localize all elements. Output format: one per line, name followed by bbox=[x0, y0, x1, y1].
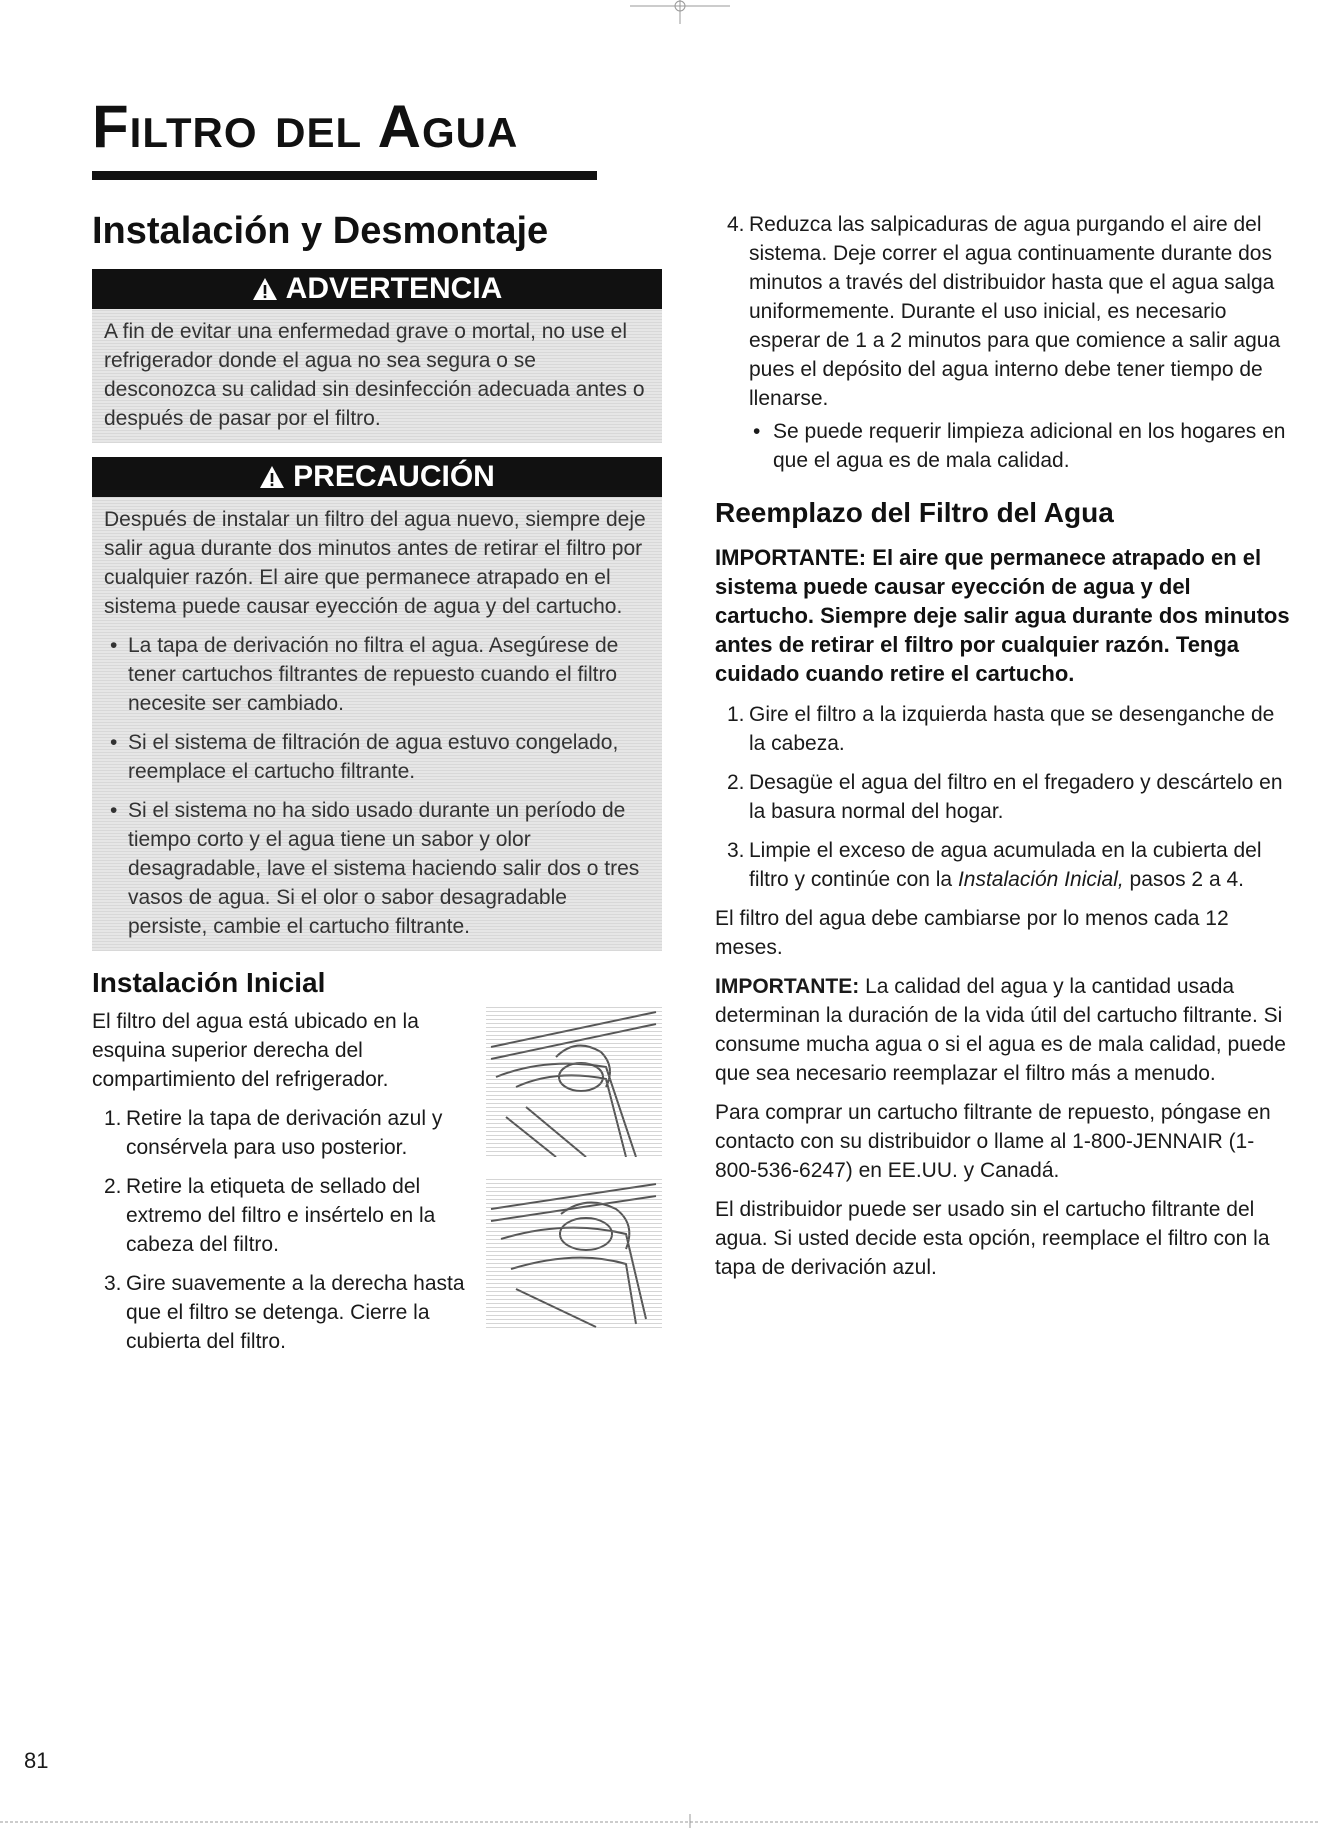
step-item bbox=[92, 1104, 472, 1162]
warning-body bbox=[92, 309, 662, 443]
filter-removal-illustration bbox=[486, 1007, 662, 1157]
change-interval-text: El filtro del agua debe cambiarse por lo menos cada 12 meses. bbox=[715, 907, 1229, 959]
page-number: 81 bbox=[24, 1748, 49, 1773]
crop-mark-bottom bbox=[0, 1814, 1318, 1828]
step-text-end: pasos 2 a 4. bbox=[1123, 868, 1244, 891]
step-text: Retire la tapa de derivación azul y consérvela para uso posterior. bbox=[126, 1107, 443, 1159]
caution-box bbox=[92, 457, 662, 951]
important-label: IMPORTANTE: bbox=[715, 975, 860, 998]
step-number: 2. bbox=[727, 771, 745, 794]
illustrations bbox=[486, 1007, 662, 1366]
purchase-text: Para comprar un cartucho filtrante de repuesto, póngase en contacto con su distribuidor o llame al 1-800-JENNAIR (1-800-536-6247) en EE.UU. y Canadá. bbox=[715, 1101, 1271, 1182]
step-number: 3. bbox=[104, 1272, 122, 1295]
step-item bbox=[92, 1269, 472, 1356]
warning-bar bbox=[92, 269, 662, 309]
right-column bbox=[715, 210, 1290, 1292]
filter-insert-illustration bbox=[486, 1179, 662, 1329]
caution-list bbox=[104, 631, 650, 941]
left-column bbox=[92, 210, 662, 1366]
important-note-2 bbox=[715, 972, 1290, 1088]
initial-install-heading: Instalación Inicial bbox=[92, 967, 326, 998]
caution-label: PRECAUCIÓN bbox=[293, 460, 495, 493]
step-text: Gire el filtro a la izquierda hasta que se desenganche de la cabeza. bbox=[749, 703, 1275, 755]
step-number: 4. bbox=[727, 213, 745, 236]
step-item bbox=[715, 210, 1290, 413]
title-rule bbox=[92, 171, 597, 180]
initial-install-text bbox=[92, 1007, 472, 1366]
important-text: La calidad del agua y la cantidad usada determinan la duración de la vida útil del cartucho filtrante. Si consume mucha agua o si el agua es de mala calidad, puede que sea necesario reemplazar el filtro más a menudo. bbox=[715, 975, 1286, 1085]
step-number: 3. bbox=[727, 839, 745, 862]
warning-text: A fin de evitar una enfermedad grave o mortal, no use el refrigerador donde el agua no sea segura o se desconozca su calidad sin desinfección adecuada antes o después de pasar por el filtro. bbox=[104, 320, 645, 430]
step-text: Reduzca las salpicaduras de agua purgando el aire del sistema. Deje correr el agua continuamente durante dos minutos a través del distribuidor hasta que el agua salga uniformemente. Durante el uso inicial, es necesario esperar de 1 a 2 minutos para que comience a salir agua pues el depósito del agua interno debe tener tiempo de llenarse. bbox=[749, 213, 1281, 410]
caution-item: • Si el sistema de filtración de agua estuvo congelado, reemplace el cartucho filtrante. bbox=[104, 728, 650, 786]
step-text: Desagüe el agua del filtro en el fregadero y descártelo en la basura normal del hogar. bbox=[749, 771, 1283, 823]
step-number: 2. bbox=[104, 1175, 122, 1198]
initial-steps bbox=[92, 1104, 472, 1356]
step4-bullets bbox=[715, 417, 1290, 475]
caution-item: • Si el sistema no ha sido usado durante un período de tiempo corto y el agua tiene un sabor y olor desagradable, lave el sistema haciendo salir dos o tres vasos de agua. Si el olor o sabor desagradable persiste, cambie el cartucho filtrante. bbox=[104, 796, 650, 941]
initial-steps-continued bbox=[715, 210, 1290, 413]
bullet-item: • Se puede requerir limpieza adicional en los hogares en que el agua es de mala calidad. bbox=[715, 417, 1290, 475]
step-number: 1. bbox=[727, 703, 745, 726]
crop-mark-top bbox=[620, 0, 740, 24]
page-title: Filtro del Agua bbox=[92, 93, 519, 160]
caution-item: • La tapa de derivación no filtra el agua. Asegúrese de tener cartuchos filtrantes de repuesto cuando el filtro necesite ser cambiado. bbox=[104, 631, 650, 718]
section-heading: Instalación y Desmontaje bbox=[92, 210, 549, 252]
bypass-text: El distribuidor puede ser usado sin el cartucho filtrante del agua. Si usted decide esta opción, reemplace el filtro con la tapa de derivación azul. bbox=[715, 1198, 1270, 1279]
step-text: Gire suavemente a la derecha hasta que el filtro se detenga. Cierre la cubierta del filtro. bbox=[126, 1272, 465, 1353]
replace-heading: Reemplazo del Filtro del Agua bbox=[715, 497, 1114, 528]
initial-intro: El filtro del agua está ubicado en la esquina superior derecha del compartimiento del refrigerador. bbox=[92, 1010, 419, 1091]
important-note bbox=[715, 543, 1290, 688]
caution-bar bbox=[92, 457, 662, 497]
step-text-italic: Instalación Inicial, bbox=[957, 868, 1124, 891]
step-item bbox=[715, 768, 1290, 826]
replace-steps bbox=[715, 700, 1290, 894]
initial-install-section bbox=[92, 1007, 662, 1366]
step-text: Limpie el exceso de agua acumulada en la cubierta del filtro y continúe con la bbox=[749, 839, 1262, 891]
step-item bbox=[715, 836, 1290, 894]
step-number: 1. bbox=[104, 1107, 122, 1130]
warning-triangle-icon bbox=[259, 464, 285, 490]
caution-intro: Después de instalar un filtro del agua nuevo, siempre deje salir agua durante dos minutos antes de retirar el filtro por cualquier razón. El aire que permanece atrapado en el sistema puede causar eyección de agua y del cartucho. bbox=[104, 508, 646, 618]
step-item bbox=[92, 1172, 472, 1259]
step-text: Retire la etiqueta de sellado del extremo del filtro e insértelo en la cabeza del filtro. bbox=[126, 1175, 436, 1256]
warning-box bbox=[92, 269, 662, 443]
warning-triangle-icon bbox=[252, 276, 278, 302]
caution-body bbox=[92, 497, 662, 951]
warning-label: ADVERTENCIA bbox=[285, 272, 503, 305]
step-item bbox=[715, 700, 1290, 758]
important-label: IMPORTANTE: bbox=[715, 545, 867, 570]
important-text: El aire que permanece atrapado en el sistema puede causar eyección de agua y del cartucho. Siempre deje salir agua durante dos minutos antes de retirar el filtro por cualquier razón. Tenga cuidado cuando retire el cartucho. bbox=[715, 545, 1290, 686]
